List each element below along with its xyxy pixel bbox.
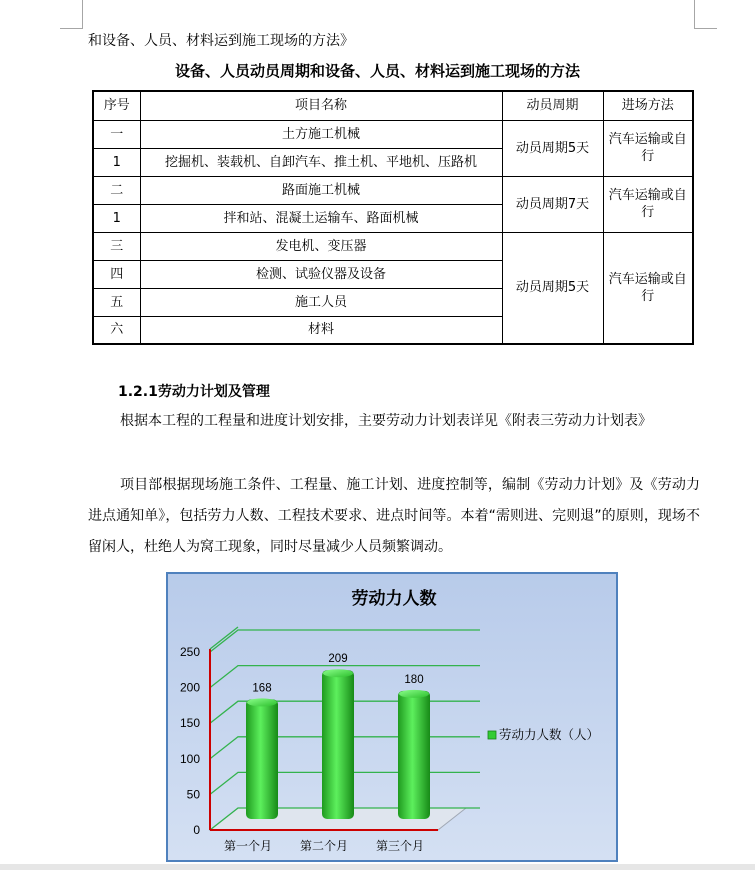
cell-method: 汽车运输或自行 <box>603 232 693 344</box>
cell-method: 汽车运输或自行 <box>603 120 693 176</box>
cell-name: 材料 <box>140 316 502 344</box>
bar-top <box>247 698 277 706</box>
x-tick-label: 第三个月 <box>375 839 425 853</box>
y-tick-label: 0 <box>193 823 200 837</box>
y-tick-label: 200 <box>179 680 200 695</box>
cell-no: 一 <box>93 120 140 148</box>
paragraph-labor-plan: 根据本工程的工程量和进度计划安排，主要劳动力计划表详见《附表三劳动力计划表》 <box>120 413 652 429</box>
data-label: 180 <box>404 673 424 686</box>
table-title: 设备、人员动员周期和设备、人员、材料运到施工现场的方法 <box>174 62 580 80</box>
cell-name: 发电机、变压器 <box>140 232 502 260</box>
table-row <box>93 232 693 260</box>
cell-period: 动员周期7天 <box>502 176 603 232</box>
cell-no: 五 <box>93 288 140 316</box>
cell-name: 挖掘机、装载机、自卸汽车、推土机、平地机、压路机 <box>140 148 502 176</box>
labor-chart <box>166 572 618 862</box>
cell-name: 路面施工机械 <box>140 176 502 204</box>
x-tick-label: 第一个月 <box>223 839 273 853</box>
bar <box>246 699 278 819</box>
chart-title: 劳动力人数 <box>351 589 437 608</box>
y-tick-label: 50 <box>186 787 200 802</box>
mobilization-table <box>92 90 694 345</box>
cell-no: 1 <box>93 204 140 232</box>
text-line: 和设备、人员、材料运到施工现场的方法》 <box>88 33 354 49</box>
cell-period: 动员周期5天 <box>502 120 603 176</box>
cell-name: 施工人员 <box>140 288 502 316</box>
depth-axis <box>210 627 238 649</box>
cell-no: 1 <box>93 148 140 176</box>
bar-top <box>323 669 353 677</box>
cell-name: 拌和站、混凝土运输车、路面机械 <box>140 204 502 232</box>
data-label: 168 <box>252 682 272 695</box>
header-method: 进场方法 <box>603 91 693 120</box>
bar-top <box>399 690 429 698</box>
header-period: 动员周期 <box>502 91 603 120</box>
cell-no: 四 <box>93 260 140 288</box>
legend-swatch <box>488 731 496 739</box>
y-tick-label: 100 <box>179 751 200 766</box>
cell-name: 检测、试验仪器及设备 <box>140 260 502 288</box>
section-heading: 1.2.1劳动力计划及管理 <box>118 384 270 400</box>
cell-no: 六 <box>93 316 140 344</box>
gridline <box>210 630 480 652</box>
header-no: 序号 <box>93 91 140 120</box>
cell-period: 动员周期5天 <box>502 232 603 344</box>
page-bottom-strip <box>0 864 755 870</box>
cell-no: 二 <box>93 176 140 204</box>
paragraph-labor-management: 项目部根据现场施工条件、工程量、施工计划、进度控制等，编制《劳动力计划》及《劳动力进点通知单》，包括劳力人数、工程技术要求、进点时间等。本着“需则进、完则退”的原则，现场不留闲人，杜绝人为窝工现象，同时尽量减少人员频繁调动。 <box>88 477 700 555</box>
y-tick-label: 250 <box>179 645 200 659</box>
table-header-row <box>93 91 693 120</box>
y-tick-label: 150 <box>179 716 200 731</box>
x-tick-label: 第二个月 <box>299 839 349 853</box>
cell-no: 三 <box>93 232 140 260</box>
legend-label: 劳动力人数（人） <box>499 728 600 742</box>
page-corner-mark-right <box>694 0 717 29</box>
header-item-name: 项目名称 <box>140 91 502 120</box>
table-row <box>93 120 693 148</box>
cell-method: 汽车运输或自行 <box>603 176 693 232</box>
bar <box>398 691 430 819</box>
data-label: 209 <box>328 653 348 666</box>
bar <box>322 670 354 819</box>
cell-name: 土方施工机械 <box>140 120 502 148</box>
table-row <box>93 176 693 204</box>
labor-chart-svg <box>168 574 620 864</box>
page-corner-mark-left <box>60 0 83 29</box>
